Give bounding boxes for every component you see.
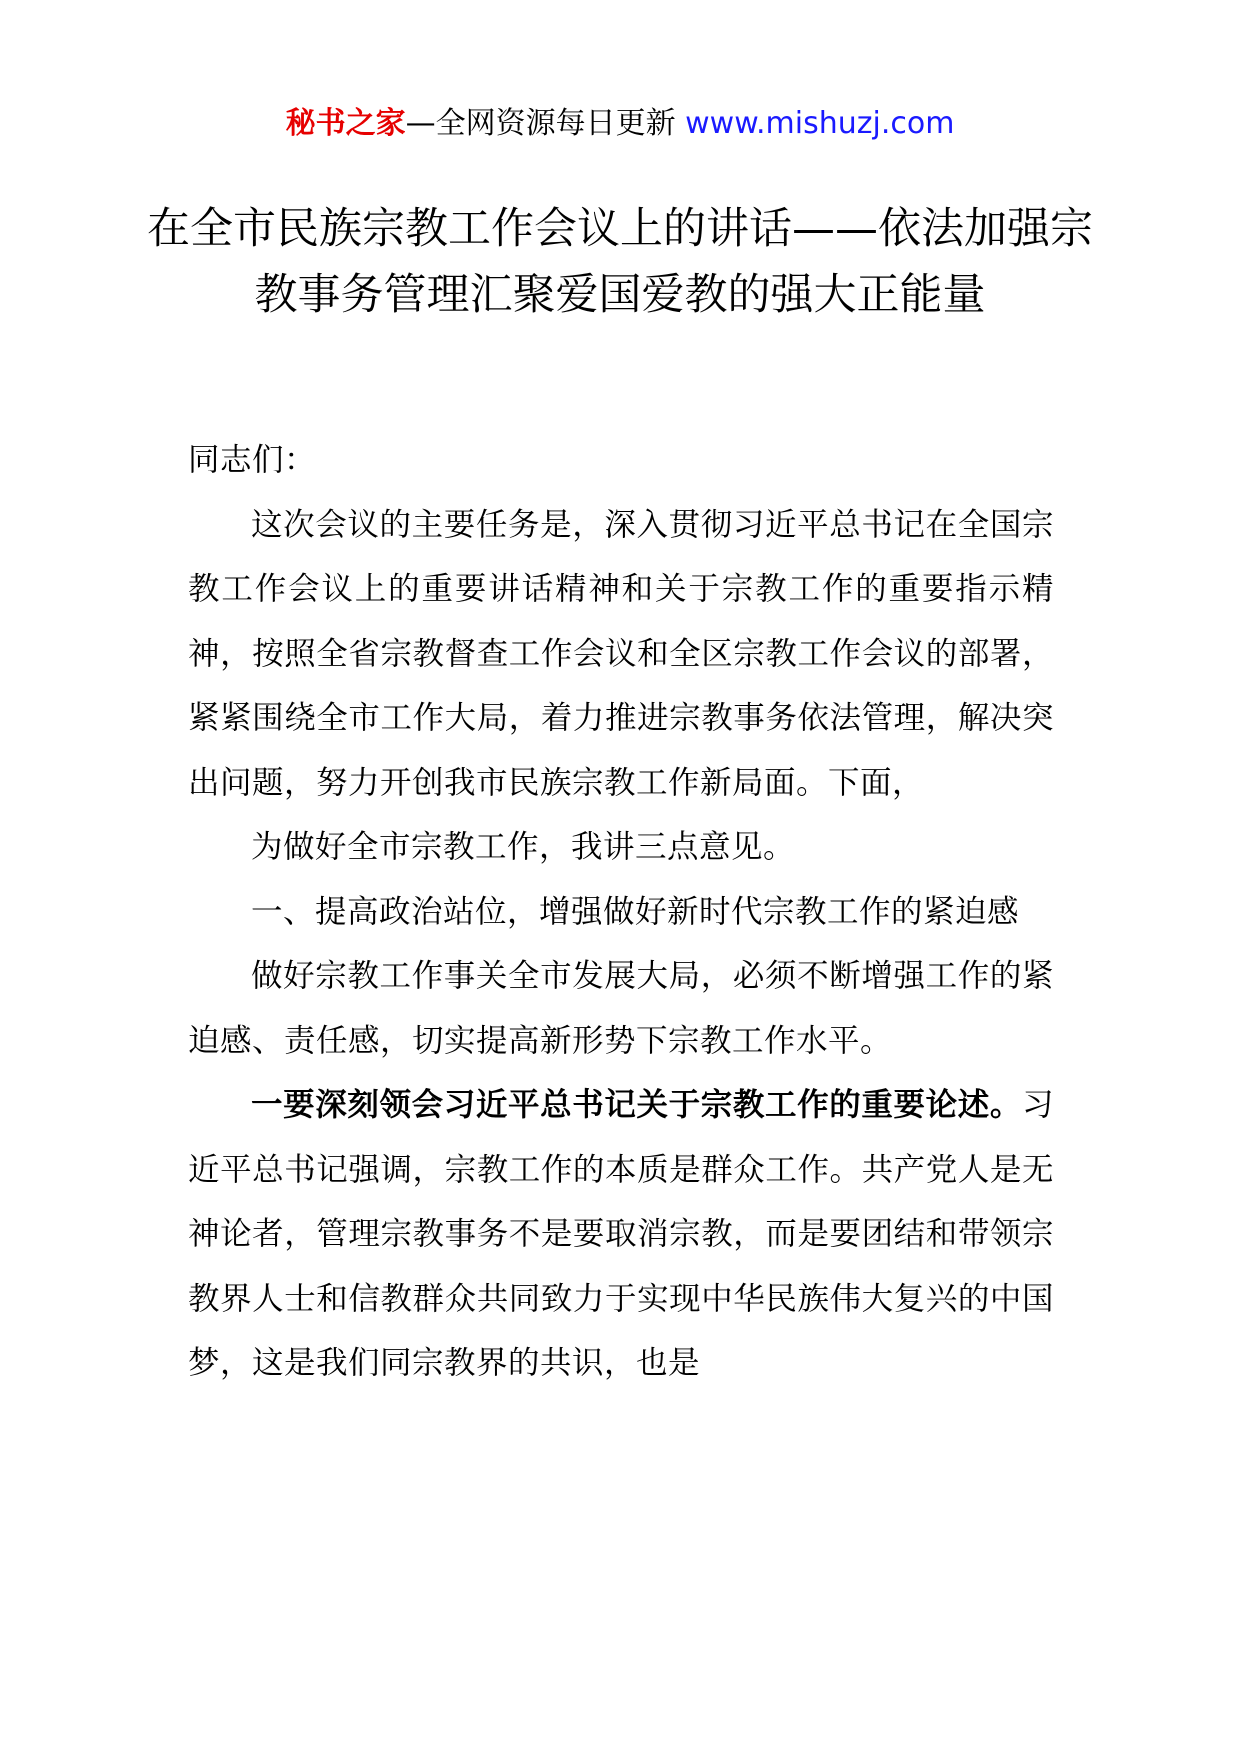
header-slogan: —全网资源每日更新 <box>405 106 686 141</box>
brand-name: 秘书之家 <box>285 106 406 141</box>
document-title: 在全市民族宗教工作会议上的讲话——依法加强宗教事务管理汇聚爱国爱教的强大正能量 <box>147 204 1093 320</box>
salutation: 同志们： <box>188 442 317 478</box>
page-header <box>0 98 1240 150</box>
point-1-text: 习近平总书记强调，宗教工作的本质是群众工作。共产党人是无神论者，管理宗教事务不是要取消宗教，而是要团结和带领宗教界人士和信教群众共同致力于实现中华民族伟大复兴的中国梦，这是我们同宗教界的共识，也是 <box>188 1087 1054 1381</box>
point-1-heading: 一要深刻领会习近平总书记关于宗教工作的重要论述。 <box>251 1087 1022 1123</box>
paragraph-three-points: 为做好全市宗教工作，我讲三点意见。 <box>251 829 796 865</box>
paragraph-intro: 这次会议的主要任务是，深入贯彻习近平总书记在全国宗教工作会议上的重要讲话精神和关于宗教工作的重要指示精神，按照全省宗教督查工作会议和全区宗教工作会议的部署，紧紧围绕全市工作大局，着力推进宗教事务依法管理，解决突出问题，努力开创我市民族宗教工作新局面。下面， <box>188 506 1054 801</box>
paragraph-urgency: 做好宗教工作事关全市发展大局，必须不断增强工作的紧迫感、责任感，切实提高新形势下宗教工作水平。 <box>188 958 1054 1059</box>
paragraph-point-1 <box>188 1073 1054 1396</box>
website-link[interactable]: www.mishuzj.com <box>685 106 955 141</box>
section-heading-1: 一、提高政治站位，增强做好新时代宗教工作的紧迫感 <box>251 893 1020 930</box>
document-body <box>188 428 1054 1396</box>
